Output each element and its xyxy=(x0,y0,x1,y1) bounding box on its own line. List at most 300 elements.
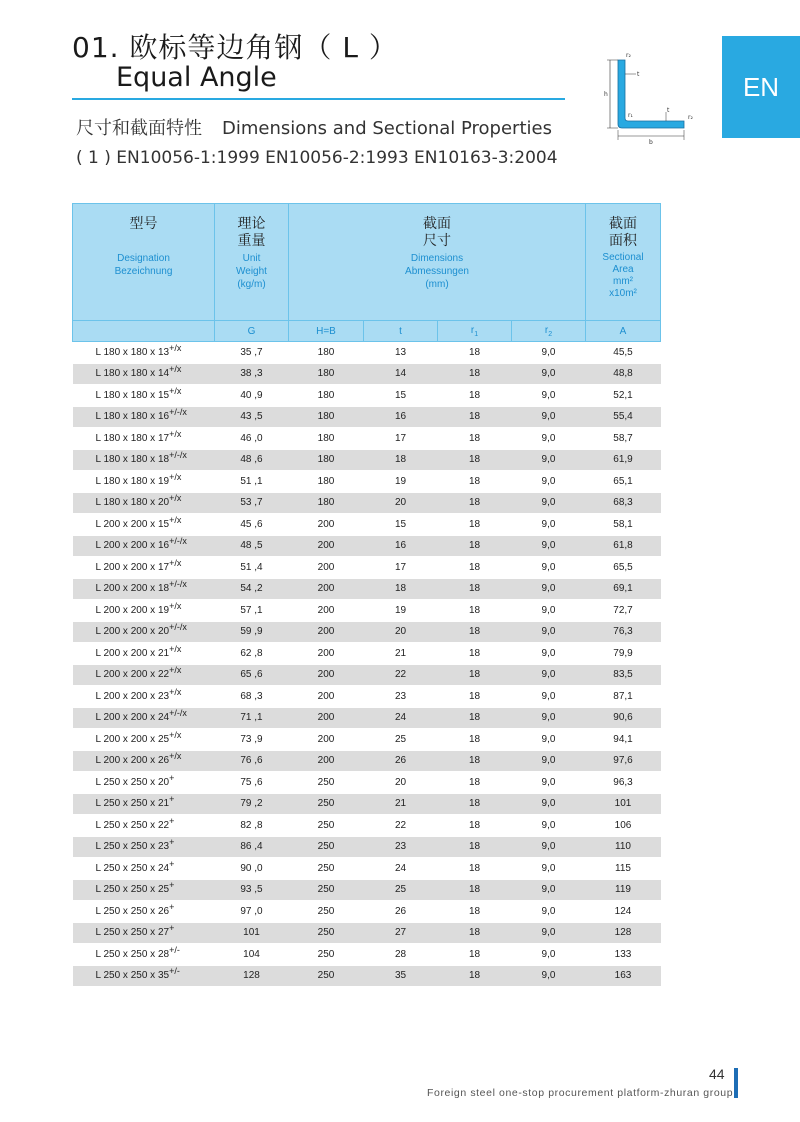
cell-r2: 9,0 xyxy=(512,836,586,858)
cell-t: 16 xyxy=(364,535,438,557)
cell-t: 17 xyxy=(364,428,438,450)
cell-area: 65,1 xyxy=(586,471,661,493)
grade-marker: +/x xyxy=(169,600,182,611)
grade-marker: +/x xyxy=(169,493,182,504)
grade-marker: +/x xyxy=(169,729,182,740)
cell-r1: 18 xyxy=(438,686,512,708)
header-dimensions-en: Dimensions Abmessungen (mm) xyxy=(405,253,469,290)
cell-designation: L 250 x 250 x 20+ xyxy=(73,772,215,794)
cell-t: 26 xyxy=(364,750,438,772)
grade-marker: +/- xyxy=(169,966,180,977)
cell-area: 90,6 xyxy=(586,707,661,729)
cell-r1: 18 xyxy=(438,707,512,729)
cell-hb: 200 xyxy=(289,729,364,751)
cell-designation: L 200 x 200 x $23^{+/x}$ xyxy=(73,686,215,708)
cell-t: 23 xyxy=(364,686,438,708)
grade-marker: + xyxy=(169,901,175,912)
cell-designation: L 250 x 250 x 25+ xyxy=(73,879,215,901)
cell-r2: 9,0 xyxy=(512,922,586,944)
cell-r2: 9,0 xyxy=(512,406,586,428)
cell-hb: 180 xyxy=(289,385,364,407)
header-area-en: Sectional Area mm² x10m² xyxy=(602,252,644,299)
header-designation-en: Designation Bezeichnung xyxy=(114,253,173,277)
cell-area: 97,6 xyxy=(586,750,661,772)
cell-hb: 250 xyxy=(289,922,364,944)
cell-t: 20 xyxy=(364,621,438,643)
cell-t: 19 xyxy=(364,471,438,493)
grade-marker: + xyxy=(169,858,175,869)
grade-marker: +/-/x xyxy=(169,579,187,590)
cell-r2: 9,0 xyxy=(512,686,586,708)
subheader-r1: $r_1$ xyxy=(438,321,512,342)
subheader-a: A xyxy=(586,321,661,342)
cell-area: 119 xyxy=(586,879,661,901)
table-row xyxy=(73,707,661,729)
cell-weight: 51 ,1 xyxy=(215,471,289,493)
cell-r2: 9,0 xyxy=(512,772,586,794)
cell-hb: 250 xyxy=(289,901,364,923)
section-subtitle xyxy=(76,114,552,140)
cell-r2: 9,0 xyxy=(512,342,586,364)
cell-designation: L 200 x 200 x $21^{+/x}$ xyxy=(73,643,215,665)
cell-weight: 40 ,9 xyxy=(215,385,289,407)
cell-designation: L 250 x 250 x 24+ xyxy=(73,858,215,880)
cell-hb: 250 xyxy=(289,836,364,858)
cell-t: 18 xyxy=(364,449,438,471)
cell-r2: 9,0 xyxy=(512,578,586,600)
cell-weight: 48 ,5 xyxy=(215,535,289,557)
cell-r1: 18 xyxy=(438,428,512,450)
cell-r2: 9,0 xyxy=(512,643,586,665)
cell-t: 22 xyxy=(364,664,438,686)
cell-designation: L 180 x 180 x $18^{+/-/x}$ xyxy=(73,449,215,471)
cell-t: 20 xyxy=(364,492,438,514)
table-row xyxy=(73,793,661,815)
subtitle-en: Dimensions and Sectional Properties xyxy=(222,118,552,139)
grade-marker: +/x xyxy=(169,665,182,676)
grade-marker: +/-/x xyxy=(169,407,187,418)
cell-designation: L 200 x 200 x $22^{+/x}$ xyxy=(73,664,215,686)
grade-marker: +/x xyxy=(169,643,182,654)
title-divider xyxy=(72,98,565,100)
cell-area: 87,1 xyxy=(586,686,661,708)
cell-hb: 250 xyxy=(289,965,364,987)
header-area xyxy=(586,204,661,321)
grade-marker: + xyxy=(169,923,175,934)
cell-weight: 90 ,0 xyxy=(215,858,289,880)
cell-r2: 9,0 xyxy=(512,557,586,579)
grade-marker: + xyxy=(169,772,175,783)
cell-weight: 62 ,8 xyxy=(215,643,289,665)
cell-t: 21 xyxy=(364,793,438,815)
cell-weight: 76 ,6 xyxy=(215,750,289,772)
cell-r2: 9,0 xyxy=(512,793,586,815)
grade-marker: +/x xyxy=(169,514,182,525)
standards-line: ( 1 ) EN10056-1:1999 EN10056-2:1993 EN10163-3:2004 xyxy=(76,148,558,168)
page-title-en: Equal Angle xyxy=(116,62,277,93)
cell-r2: 9,0 xyxy=(512,535,586,557)
subheader-hb: H=B xyxy=(289,321,364,342)
cell-designation: L 200 x 200 x $17^{+/x}$ xyxy=(73,557,215,579)
cell-t: 18 xyxy=(364,578,438,600)
subheader-t: t xyxy=(364,321,438,342)
table-row xyxy=(73,449,661,471)
cell-area: 115 xyxy=(586,858,661,880)
cell-hb: 180 xyxy=(289,471,364,493)
cell-hb: 180 xyxy=(289,342,364,364)
cell-r1: 18 xyxy=(438,793,512,815)
cell-r2: 9,0 xyxy=(512,600,586,622)
table-row xyxy=(73,557,661,579)
cell-area: 101 xyxy=(586,793,661,815)
cell-r2: 9,0 xyxy=(512,492,586,514)
table-row xyxy=(73,944,661,966)
cell-area: 128 xyxy=(586,922,661,944)
cell-hb: 250 xyxy=(289,858,364,880)
cell-hb: 200 xyxy=(289,535,364,557)
table-row xyxy=(73,729,661,751)
cell-r1: 18 xyxy=(438,578,512,600)
cell-r1: 18 xyxy=(438,901,512,923)
cell-hb: 250 xyxy=(289,772,364,794)
cell-area: 94,1 xyxy=(586,729,661,751)
cell-hb: 180 xyxy=(289,428,364,450)
page-title-cn: 01. 欧标等边角钢（ L ） xyxy=(72,31,398,64)
table-row xyxy=(73,643,661,665)
cell-designation: L 200 x 200 x $25^{+/x}$ xyxy=(73,729,215,751)
equal-angle-section-diagram xyxy=(596,48,706,148)
cell-r2: 9,0 xyxy=(512,707,586,729)
table-row xyxy=(73,621,661,643)
cell-area: 83,5 xyxy=(586,664,661,686)
cell-t: 17 xyxy=(364,557,438,579)
diagram-label-r1: r₁ xyxy=(628,112,633,119)
cell-hb: 250 xyxy=(289,879,364,901)
cell-designation: L 250 x 250 x 28+/- xyxy=(73,944,215,966)
cell-area: 124 xyxy=(586,901,661,923)
cell-hb: 200 xyxy=(289,514,364,536)
cell-t: 20 xyxy=(364,772,438,794)
cell-r1: 18 xyxy=(438,879,512,901)
cell-t: 15 xyxy=(364,514,438,536)
grade-marker: +/x xyxy=(169,471,182,482)
cell-weight: 79 ,2 xyxy=(215,793,289,815)
subheader-g: G xyxy=(215,321,289,342)
cell-designation: L 250 x 250 x 21+ xyxy=(73,793,215,815)
cell-designation: L 200 x 200 x $16^{+/-/x}$ xyxy=(73,535,215,557)
cell-designation: L 250 x 250 x 26+ xyxy=(73,901,215,923)
cell-designation: L 180 x 180 x $15^{+/x}$ xyxy=(73,385,215,407)
cell-r2: 9,0 xyxy=(512,664,586,686)
table-row xyxy=(73,535,661,557)
grade-marker: +/x xyxy=(169,385,182,396)
cell-hb: 200 xyxy=(289,664,364,686)
cell-weight: 82 ,8 xyxy=(215,815,289,837)
table-row xyxy=(73,901,661,923)
cell-r1: 18 xyxy=(438,772,512,794)
cell-r2: 9,0 xyxy=(512,363,586,385)
table-row xyxy=(73,772,661,794)
cell-t: 24 xyxy=(364,858,438,880)
cell-r1: 18 xyxy=(438,664,512,686)
cell-t: 19 xyxy=(364,600,438,622)
cell-area: 79,9 xyxy=(586,643,661,665)
cell-r2: 9,0 xyxy=(512,729,586,751)
cell-weight: 104 xyxy=(215,944,289,966)
diagram-label-r2-top: r₂ xyxy=(626,52,631,59)
cell-weight: 46 ,0 xyxy=(215,428,289,450)
cell-hb: 200 xyxy=(289,707,364,729)
cell-r1: 18 xyxy=(438,363,512,385)
table-row xyxy=(73,879,661,901)
header-dimensions-cn: 截面 尺寸 xyxy=(423,216,451,249)
cell-r2: 9,0 xyxy=(512,750,586,772)
table-row xyxy=(73,406,661,428)
cell-r1: 18 xyxy=(438,406,512,428)
table-row xyxy=(73,342,661,364)
cell-t: 16 xyxy=(364,406,438,428)
grade-marker: +/-/x xyxy=(169,450,187,461)
cell-area: 68,3 xyxy=(586,492,661,514)
cell-t: 26 xyxy=(364,901,438,923)
grade-marker: +/x xyxy=(169,751,182,762)
cell-r1: 18 xyxy=(438,600,512,622)
cell-area: 52,1 xyxy=(586,385,661,407)
header-weight-cn: 理论 重量 xyxy=(237,216,266,249)
cell-weight: 57 ,1 xyxy=(215,600,289,622)
cell-area: 106 xyxy=(586,815,661,837)
grade-marker: +/x xyxy=(169,686,182,697)
cell-area: 163 xyxy=(586,965,661,987)
cell-r1: 18 xyxy=(438,449,512,471)
cell-area: 65,5 xyxy=(586,557,661,579)
cell-hb: 250 xyxy=(289,815,364,837)
cell-r1: 18 xyxy=(438,342,512,364)
cell-designation: L 180 x 180 x $13^{+/x}$ xyxy=(73,342,215,364)
cell-weight: 68 ,3 xyxy=(215,686,289,708)
cell-area: 61,8 xyxy=(586,535,661,557)
table-row xyxy=(73,858,661,880)
cell-r2: 9,0 xyxy=(512,815,586,837)
cell-r1: 18 xyxy=(438,858,512,880)
cell-designation: L 200 x 200 x $26^{+/x}$ xyxy=(73,750,215,772)
cell-t: 35 xyxy=(364,965,438,987)
header-area-cn: 截面 面积 xyxy=(609,216,637,249)
grade-marker: + xyxy=(169,880,175,891)
cell-t: 21 xyxy=(364,643,438,665)
grade-marker: +/-/x xyxy=(169,708,187,719)
cell-r1: 18 xyxy=(438,514,512,536)
cell-hb: 200 xyxy=(289,621,364,643)
cell-hb: 250 xyxy=(289,793,364,815)
cell-hb: 200 xyxy=(289,750,364,772)
table-row xyxy=(73,600,661,622)
grade-marker: + xyxy=(169,837,175,848)
diagram-label-r2-bottom: r₂ xyxy=(688,114,693,121)
table-row xyxy=(73,922,661,944)
language-tab-label: EN xyxy=(742,71,780,102)
cell-weight: 101 xyxy=(215,922,289,944)
cell-area: 48,8 xyxy=(586,363,661,385)
cell-r1: 18 xyxy=(438,471,512,493)
equal-angle-table xyxy=(72,203,661,987)
cell-t: 24 xyxy=(364,707,438,729)
cell-t: 15 xyxy=(364,385,438,407)
diagram-label-t-top: t xyxy=(637,71,640,78)
cell-r2: 9,0 xyxy=(512,944,586,966)
cell-area: 58,7 xyxy=(586,428,661,450)
cell-t: 22 xyxy=(364,815,438,837)
cell-r1: 18 xyxy=(438,944,512,966)
footer-accent-bar xyxy=(734,1068,738,1098)
grade-marker: +/x xyxy=(169,364,182,375)
cell-designation: L 180 x 180 x $16^{+/-/x}$ xyxy=(73,406,215,428)
header-weight-en: Unit Weight (kg/m) xyxy=(236,253,267,290)
grade-marker: + xyxy=(169,815,175,826)
subheader-blank xyxy=(73,321,215,342)
cell-hb: 180 xyxy=(289,363,364,385)
cell-designation: L 200 x 200 x $19^{+/x}$ xyxy=(73,600,215,622)
cell-designation: L 180 x 180 x $19^{+/x}$ xyxy=(73,471,215,493)
cell-area: 76,3 xyxy=(586,621,661,643)
table-row xyxy=(73,363,661,385)
table-row xyxy=(73,965,661,987)
page-number: 44 xyxy=(709,1066,725,1082)
cell-r2: 9,0 xyxy=(512,965,586,987)
cell-hb: 200 xyxy=(289,557,364,579)
cell-hb: 200 xyxy=(289,600,364,622)
table-row xyxy=(73,664,661,686)
cell-r1: 18 xyxy=(438,557,512,579)
cell-area: 69,1 xyxy=(586,578,661,600)
cell-area: 133 xyxy=(586,944,661,966)
cell-r1: 18 xyxy=(438,922,512,944)
cell-t: 25 xyxy=(364,729,438,751)
table-row xyxy=(73,428,661,450)
cell-area: 110 xyxy=(586,836,661,858)
cell-weight: 35 ,7 xyxy=(215,342,289,364)
subtitle-cn: 尺寸和截面特性 xyxy=(76,118,202,139)
table-row xyxy=(73,686,661,708)
header-designation xyxy=(73,204,215,321)
cell-designation: L 200 x 200 x $15^{+/x}$ xyxy=(73,514,215,536)
cell-designation: L 180 x 180 x $20^{+/x}$ xyxy=(73,492,215,514)
cell-designation: L 200 x 200 x $18^{+/-/x}$ xyxy=(73,578,215,600)
cell-designation: L 180 x 180 x $14^{+/x}$ xyxy=(73,363,215,385)
grade-marker: +/-/x xyxy=(169,622,187,633)
cell-weight: 54 ,2 xyxy=(215,578,289,600)
cell-t: 14 xyxy=(364,363,438,385)
language-tab-en[interactable] xyxy=(722,36,800,138)
cell-hb: 250 xyxy=(289,944,364,966)
diagram-label-t-bottom: t xyxy=(667,107,670,114)
cell-area: 58,1 xyxy=(586,514,661,536)
cell-hb: 180 xyxy=(289,449,364,471)
cell-weight: 75 ,6 xyxy=(215,772,289,794)
grade-marker: +/x xyxy=(169,557,182,568)
table-body xyxy=(73,342,661,987)
cell-area: 55,4 xyxy=(586,406,661,428)
grade-marker: + xyxy=(169,794,175,805)
diagram-label-h: h xyxy=(604,91,608,98)
cell-weight: 43 ,5 xyxy=(215,406,289,428)
cell-weight: 51 ,4 xyxy=(215,557,289,579)
cell-weight: 65 ,6 xyxy=(215,664,289,686)
cell-weight: 53 ,7 xyxy=(215,492,289,514)
cell-r1: 18 xyxy=(438,621,512,643)
cell-designation: L 250 x 250 x 23+ xyxy=(73,836,215,858)
cell-t: 27 xyxy=(364,922,438,944)
cell-r1: 18 xyxy=(438,836,512,858)
cell-r1: 18 xyxy=(438,729,512,751)
header-dimensions xyxy=(289,204,586,321)
header-weight xyxy=(215,204,289,321)
grade-marker: +/- xyxy=(169,944,180,955)
cell-r2: 9,0 xyxy=(512,901,586,923)
cell-r2: 9,0 xyxy=(512,428,586,450)
cell-r1: 18 xyxy=(438,965,512,987)
cell-designation: L 180 x 180 x $17^{+/x}$ xyxy=(73,428,215,450)
cell-r2: 9,0 xyxy=(512,385,586,407)
cell-designation: L 250 x 250 x 35+/- xyxy=(73,965,215,987)
cell-r1: 18 xyxy=(438,643,512,665)
cell-weight: 93 ,5 xyxy=(215,879,289,901)
cell-r1: 18 xyxy=(438,815,512,837)
cell-weight: 48 ,6 xyxy=(215,449,289,471)
cell-t: 28 xyxy=(364,944,438,966)
subheader-r2: $r_2$ xyxy=(512,321,586,342)
cell-hb: 200 xyxy=(289,578,364,600)
cell-hb: 180 xyxy=(289,406,364,428)
grade-marker: +/x xyxy=(169,428,182,439)
cell-designation: L 200 x 200 x $24^{+/-/x}$ xyxy=(73,707,215,729)
cell-r1: 18 xyxy=(438,535,512,557)
cell-hb: 200 xyxy=(289,643,364,665)
footer-tagline: Foreign steel one-stop procurement platform-zhuran group xyxy=(427,1087,734,1099)
cell-weight: 86 ,4 xyxy=(215,836,289,858)
cell-hb: 180 xyxy=(289,492,364,514)
cell-designation: L 200 x 200 x $20^{+/-/x}$ xyxy=(73,621,215,643)
cell-r2: 9,0 xyxy=(512,514,586,536)
table-row xyxy=(73,836,661,858)
cell-t: 23 xyxy=(364,836,438,858)
cell-weight: 45 ,6 xyxy=(215,514,289,536)
table-row xyxy=(73,514,661,536)
cell-t: 25 xyxy=(364,879,438,901)
cell-r1: 18 xyxy=(438,385,512,407)
cell-t: 13 xyxy=(364,342,438,364)
cell-r2: 9,0 xyxy=(512,621,586,643)
table-row xyxy=(73,815,661,837)
cell-designation: L 250 x 250 x 22+ xyxy=(73,815,215,837)
table-row xyxy=(73,471,661,493)
table-row xyxy=(73,578,661,600)
grade-marker: +/x xyxy=(169,342,182,353)
cell-weight: 38 ,3 xyxy=(215,363,289,385)
cell-r1: 18 xyxy=(438,492,512,514)
cell-r1: 18 xyxy=(438,750,512,772)
header-designation-cn: 型号 xyxy=(129,216,158,232)
diagram-label-b: b xyxy=(649,139,653,146)
table-row xyxy=(73,492,661,514)
cell-r2: 9,0 xyxy=(512,449,586,471)
cell-r2: 9,0 xyxy=(512,471,586,493)
cell-area: 96,3 xyxy=(586,772,661,794)
cell-weight: 73 ,9 xyxy=(215,729,289,751)
cell-weight: 71 ,1 xyxy=(215,707,289,729)
table-row xyxy=(73,385,661,407)
grade-marker: +/-/x xyxy=(169,536,187,547)
